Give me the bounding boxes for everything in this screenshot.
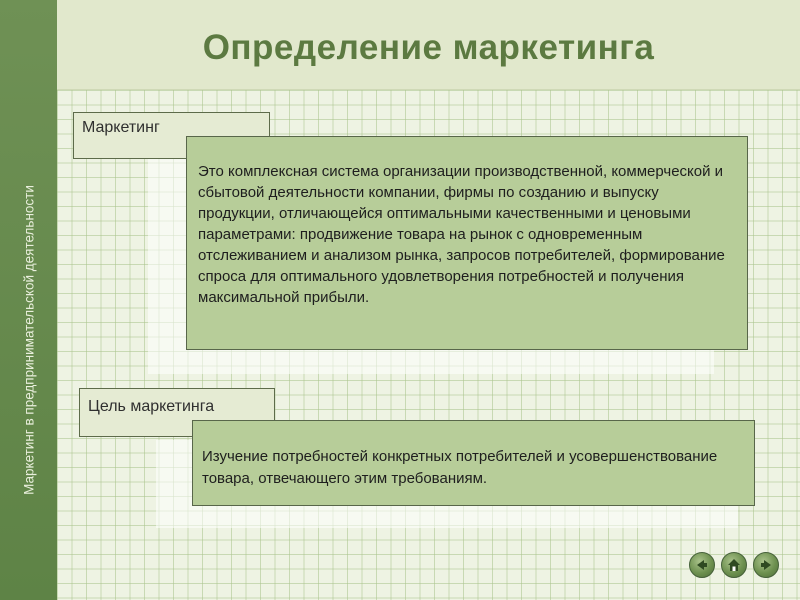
definition-text-marketing: Это комплексная система организации производственной, коммерческой и сбытовой деятельности компании, фирмы по созданию и выпуску продукции, отличающейся оптимальными качественными и ценовыми параметрами: продвижение товара на рынок с одновременным отслеживанием и анализом рынка, запросов потребителей, формирование спроса для оптимального удовлетворения потребностей и получения максимальной прибыли.	[198, 163, 725, 306]
sidebar	[0, 0, 57, 600]
term-label-marketing: Маркетинг	[73, 112, 270, 159]
slide-header	[57, 0, 800, 90]
definition-box-marketing	[186, 136, 748, 350]
home-button[interactable]	[721, 552, 747, 578]
home-icon	[726, 557, 742, 573]
definition-text-goal: Изучение потребностей конкретных потребителей и усовершенствование товара, отвечающего этим требованиям.	[202, 448, 718, 487]
next-slide-button[interactable]	[753, 552, 779, 578]
slide-title: Определение маркетинга	[202, 28, 655, 67]
arrow-left-icon	[694, 557, 710, 573]
prev-slide-button[interactable]	[689, 552, 715, 578]
arrow-right-icon	[758, 557, 774, 573]
sidebar-caption: Маркетинг в предпринимательской деятельности	[21, 185, 37, 495]
term-label-goal: Цель маркетинга	[79, 388, 275, 437]
definition-box-goal	[192, 420, 755, 506]
